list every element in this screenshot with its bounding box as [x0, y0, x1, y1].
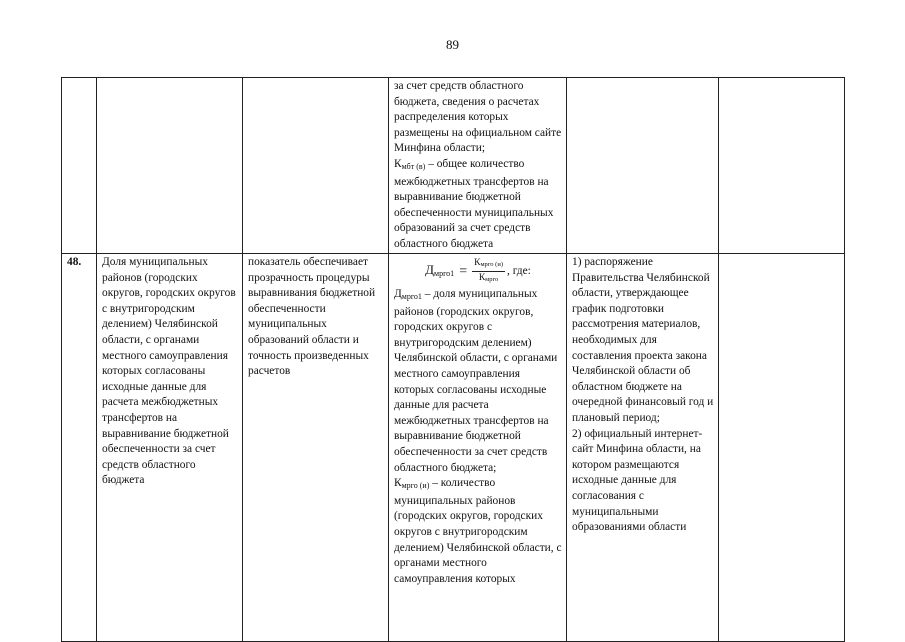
page-number: 89	[446, 37, 459, 52]
formula: $Д_{мрго1}$ = $\frac{К_{мрго (и)}}{К_{мрго}}$ , где:	[425, 258, 531, 283]
cell-sources	[567, 78, 719, 254]
cell-method	[389, 78, 567, 254]
cell-number	[62, 78, 97, 254]
cell-extra	[719, 254, 845, 642]
variable-definition: $Д_{мрго1}$ – доля муниципальных районов (городских округов, городских округов с внутригородским делением) Челябинской области, с органами местного самоуправления которых согласованы исходные данные для расчета межбюджетных трансфертов на выравнивание бюджетной обеспеченности за счет средств областного бюджета;	[394, 288, 558, 474]
data-sources: 1) распоряжение Правительства Челябинской области, утверждающее график подготовки рассмотрения материалов, необходимых для составления проекта закона Челябинской области об областном бюджете на очередной финансовый год и плановый период; 2) официальный интернет-сайт Минфина области, на котором размещаются исходные данные для согласования с муниципальными образованиями области	[567, 254, 719, 642]
cell-indicator	[97, 78, 243, 254]
indicators-table	[61, 77, 845, 642]
indicator-name: Доля муниципальных районов (городских округов, городских округов с внутригородским делением) Челябинской области, с органами местного самоуправления которых согласованы исходные данные для расчета межбюджетных трансфертов на выравнивание бюджетной обеспеченности за счет средств областного бюджета	[97, 254, 243, 642]
cell-description	[243, 78, 389, 254]
table-row	[62, 254, 845, 642]
cell-method	[389, 254, 567, 642]
indicator-description: показатель обеспечивает прозрачность процедуры выравнивания бюджетной обеспеченности муниципальных образований области и точность произведенных расчетов	[243, 254, 389, 642]
cell-extra	[719, 78, 845, 254]
formula-fraction: $\frac{К_{мрго (и)}}{К_{мрго}}$	[474, 258, 503, 283]
row-number: 48.	[62, 254, 97, 642]
variable-definition: $К_{мрго (и)}$ – количество муниципальных районов (городских округов, городских округов с внутригородским делением) Челябинской области, с органами местного самоуправления которых	[394, 477, 562, 585]
variable-definition: $К_{мбт (в)}$ – общее количество межбюджетных трансфертов на выравнивание бюджетной обеспеченности муниципальных образований за счет средств областного бюджета	[394, 157, 554, 250]
table-row	[62, 78, 845, 254]
method-text: за счет средств областного бюджета, сведения о расчетах распределения которых размещены на официальном сайте Минфина области;	[394, 80, 562, 155]
